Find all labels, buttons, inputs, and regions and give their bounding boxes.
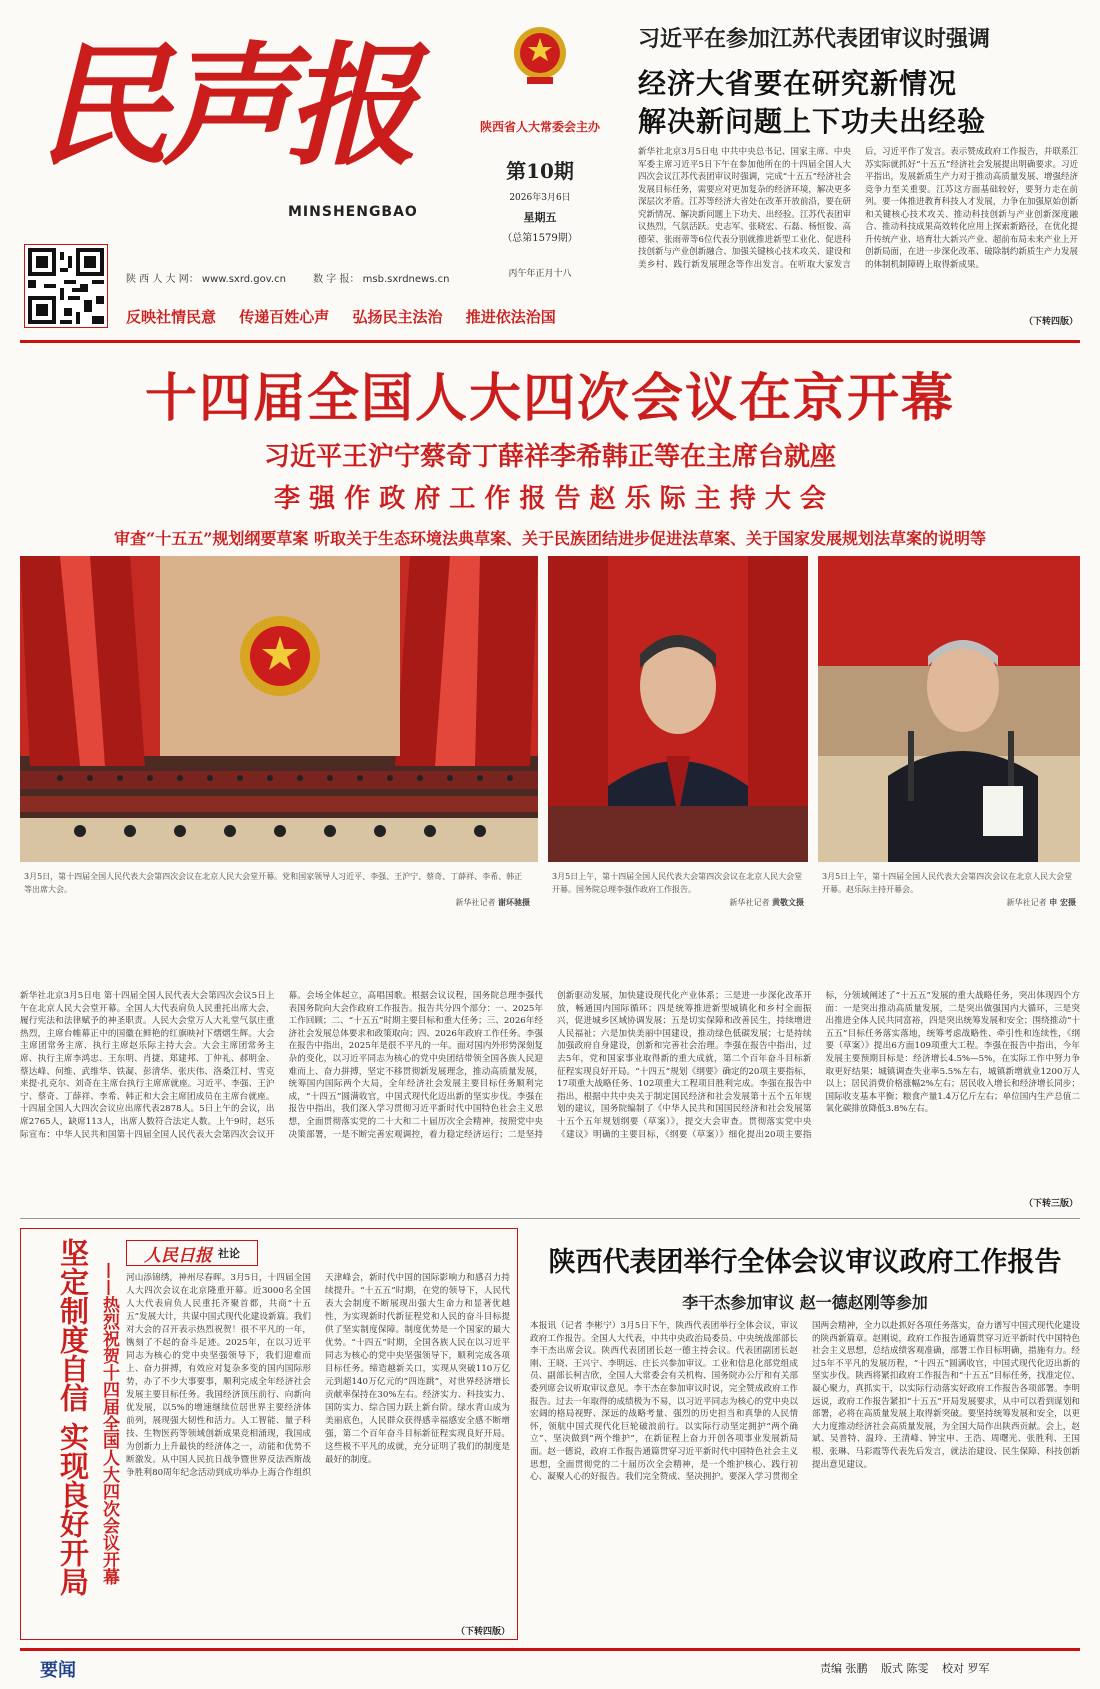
credit-label: 新华社记者 [1006,898,1047,907]
caption-text: 3月5日上午，第十四届全国人民代表大会第四次会议在北京人民大会堂开幕。赵乐际主持开幕会。 [822,872,1073,894]
issue-box [488,145,592,287]
shaanxi-body [530,1320,1080,1638]
footer-section: 要闻 [40,1660,76,1681]
masthead-rule [20,340,1080,343]
photo-caption-3 [822,870,1076,909]
section-rule [20,1218,1080,1219]
top-story-headline-2: 解决新问题上下功夫出经验 [638,105,987,138]
layout-name: 陈雯 [906,1662,929,1675]
credit-label: 新华社记者 [455,898,496,907]
top-story-headline-1: 经济大省要在研究新情况 [638,67,958,100]
footer-rule [20,1648,1080,1651]
site-label: 陕 西 人 大 网： [126,274,199,285]
footer-credits [820,1660,1080,1676]
qr-code [24,244,108,328]
masthead-pinyin: MINSHENGBAO [288,204,418,220]
national-emblem-icon [505,20,575,90]
site-url[interactable]: www.sxrd.gov.cn [201,274,286,285]
editorial-title-text: 坚定制度自信 实现良好开局 [56,1238,90,1597]
source-logo: 人民日报 [144,1245,212,1266]
issue-date: 2026年3月6日 [509,193,571,203]
editor-label: 责编 [820,1662,842,1675]
slogan: 推进依法治国 [465,308,556,326]
source-tag: 社论 [218,1247,240,1260]
issue-total: （总第1579期） [502,233,578,244]
credit-name: 申 宏摄 [1049,897,1076,907]
editorial-text: 河山添锦绣，神州尽春晖。3月5日，十四届全国人大四次会议在北京隆重开幕。近3000名全国人大代表肩负人民重托齐聚首都，共商“十五五”发展大计，共谋中国式现代化建设新篇。我们对大会的召开表示热烈祝贺！很不平凡的一年，镌刻了不起的奋斗足迹。2025年，在以习近平同志为核心的党中央坚强领导下，我们迎难而上、奋力拼搏，有效应对复杂多变的国内国际形势，办了不少大事要事，顺利完成全年经济社会发展主要目标任务。我国经济顶压前行、向新向优发展，以5%的增速继续位居世界主要经济体前列，展现强大韧性和活力。人工智能、量子科技、生物医药等领域创新成果竞相涌现，我国成为创新力上升最快的经济体之一，动能和优势不断激发。从中国人民抗日战争暨世界反法西斯战争胜利80周年纪念活动到成功举办上海合作组织天津峰会，新时代中国的国际影响力和感召力持续提升。“十五五”时期，在党的领导下，人民代表大会制度不断展现出强大生命力和显著优越性，为实现新时代新征程党和人民的奋斗目标提供了坚实制度保障。制度优势是一个国家的最大优势。“十四五”时期，全国各族人民在以习近平同志为核心的党中央坚强领导下，顺利完成各项目标任务。缔造越新关口，实现从突破110万亿元到超140万亿元的“四连跳”，对世界经济增长贡献率保持在30%左右。经济实力、科技实力、国防实力、综合国力跃上新台阶。绿水青山成为美丽底色，人民群众获得感幸福感安全感不断增强，第二个百年奋斗目标新征程实现良好开局。这些极不平凡的成就，充分证明了我们的制度是最好的制度。 [126,1273,510,1478]
top-story-continue: （下转四版） [1023,317,1078,327]
photo-caption-2 [552,870,804,909]
issue-weekday: 星期五 [523,211,557,224]
epaper-label: 数 字 报： [313,274,360,285]
credit-label: 新华社记者 [729,898,770,907]
issue-lunar: 丙午年正月十八 [508,269,572,279]
slogan: 弘扬民主法治 [352,308,443,326]
editorial-subtitle [80,1262,120,1632]
credit-name: 黄敬文摄 [772,897,804,907]
svg-text:民声报: 民声报 [38,32,410,172]
editorial-source [126,1240,258,1266]
site-line [126,270,496,285]
epaper-url[interactable]: msb.sxrdnews.cn [362,274,450,285]
main-subhead-2: 李 强 作 政 府 工 作 报 告 赵 乐 际 主 持 大 会 [274,484,826,514]
main-headline: 十四届全国人大四次会议在京开幕 [144,369,955,429]
editorial-body [126,1272,510,1622]
shaanxi-headline: 陕西代表团举行全体会议审议政府工作报告 [548,1247,1062,1278]
editorial-subtitle-text: ——热烈祝贺十四届全国人大四次会议开幕 [99,1262,119,1585]
photo-caption-1 [24,870,530,909]
top-story-text: 新华社北京3月5日电 中共中央总书记、国家主席、中央军委主席习近平5日下午在参加他所在的十四届全国人大四次会议江苏代表团审议时强调，完成“十五五”经济社会发展目标任务，需要应对更加复杂的经济环境，解决更多深层次矛盾。江苏等经济大省处在改革开放前沿，要在研究新情况、解决新问题上下功夫、出经验。江苏代表团审议热烈，气氛活跃。史志军、张晓宏、石磊、杨恒俊、高德荣、张雨蒂等6位代表分别就推进新型工业化、促进科技创新与产业创新融合、加强关键核心技术攻关、建设和美乡村、践行新发展理念等作出发言。在听取大家发言后，习近平作了发言。表示赞成政府工作报告，并联系江苏实际就抓好“十五五”经济社会发展提出明确要求。习近平指出，发展新质生产力对于推动高质量发展、增强经济竞争力至关重要。江苏这方面基础较好，要努力走在前列。要一体推进教育科技人才发展，力争在加强原始创新和关键核心技术攻关、推动科技创新与产业创新深度融合、推动科技成果高效转化应用上探索新路径，在优化提升传统产业、培育壮大新兴产业、超前布局未来产业上开创新局面，在进一步深化改革、破除制约新质生产力发展的体制机制障碍上取得新成果。 [638,147,1078,270]
shaanxi-subhead: 李干杰参加审议 赵一德赵刚等参加 [682,1293,928,1312]
top-story-kicker: 习近平在参加江苏代表团审议时强调 [638,27,991,52]
photo-zhao-leji [818,556,1080,862]
logo-calligraphy [28,32,448,172]
slogan: 反映社情民意 [126,308,217,326]
main-article-body [20,990,1080,1190]
proof-label: 校对 [942,1662,964,1675]
top-story-body [638,146,1078,314]
masthead-sponsor: 陕西省人大常委会主办 [479,120,600,134]
editor-name: 张鹏 [845,1662,868,1675]
main-deck: 审查“十五五”规划纲要草案 听取关于生态环境法典草案、关于民族团结进步促进法草案、关于国家发展规划法草案的说明等 [114,529,986,548]
shaanxi-text: 本报讯（记者 李彬宁）3月5日下午，陕西代表团举行全体会议，审议政府工作报告。全国人大代表，中共中央政治局委员、中央统战部部长李干杰出席会议。陕西代表团团长赵一德主持会议。代表团副团长赵刚、王晓、王兴宁、李明远、庄长兴参加审议。工业和信息化部党组成员、副部长柯吉欣，全国人大常委会有关机构、国务院办公厅和有关部委列席会议听取审议意见。李干杰在参加审议时说，完全赞成政府工作报告。过去一年取得的成绩极为不易，以习近平同志为核心的党中央以宏阔的格局视野、深远的战略考量、强烈的历史担当和真挚的人民情怀，领航中国式现代化巨轮破浪前行。以实际行动坚定拥护“两个确立”、坚决做到“两个维护”，在新征程上奋力开创各项事业发展新局面。赵一德说，政府工作报告通篇贯穿习近平新时代中国特色社会主义思想，全面贯彻党的二十届历次全会精神，是一个维护核心、践行初心、凝聚人心的好报告。我们完全赞成、坚决拥护。要深入学习贯彻全国两会精神，全力以赴抓好各项任务落实，奋力谱写中国式现代化建设的陕西新篇章。赵刚说，政府工作报告通篇贯穿习近平新时代中国特色社会主义思想，总结成绩客观准确，部署工作目标明确，措施有力。经过5年不平凡的发展历程，“十四五”圆满收官，中国式现代化迈出新的坚实步伐。陕西将紧扣政府工作报告和“十五五”目标任务，找准定位、凝心聚力，真抓实干，以实际行动落实好政府工作报告各项部署。李明远说，政府工作报告紧扣“十五五”开局发展要求，从中可以看到谋划和部署，必将在高质量发展上取得新突破。要坚持统筹发展和安全，以更大力度推动经济社会高质量发展，为全国大局作出陕西贡献。会上，赵斌、吴普特、温玲、王清峰、钟宝申、王浩、周曙光、张胜利、王国根、张琳、马彩霞等代表先后发言，就法治建设、民生保障、科技创新提出意见建议。 [530,1321,1080,1483]
credit-line [24,896,530,909]
caption-text: 3月5日上午，第十四届全国人民代表大会第四次会议在北京人民大会堂开幕。国务院总理李强作政府工作报告。 [552,872,803,894]
editorial-continue: （下转四版） [455,1627,510,1637]
caption-text: 3月5日，第十四届全国人民代表大会第四次会议在北京人民大会堂开幕。党和国家领导人习近平、李强、王沪宁、蔡奇、丁薛祥、李希、韩正等出席大会。 [24,872,523,894]
photo-great-hall [20,556,538,862]
credit-line [822,896,1076,909]
proof-name: 罗军 [967,1662,990,1675]
credit-name: 谢环驰摄 [498,897,530,907]
slogan-bar [126,306,626,327]
layout-label: 版式 [881,1662,903,1675]
issue-number: 第10期 [506,159,574,183]
main-article-text: 新华社北京3月5日电 第十四届全国人民代表大会第四次会议5日上午在北京人民大会堂开幕。全国人大代表肩负人民重托出席大会，履行宪法和法律赋予的神圣职责。人民大会堂万人大礼堂气氛庄重热烈，主席台帷幕正中的国徽在鲜艳的红旗映衬下熠熠生辉。大会主席团常务主席、执行主席赵乐际主持大会。大会主席团常务主席、执行主席李鸿忠、王东明、肖捷、郑建邦、丁仲礼、郝明金、蔡达峰、何维、武维华、铁凝、彭清华、张庆伟、洛桑江村、雪克来提·扎克尔、刘奇在主席台执行主席席就座。习近平、李强、王沪宁、蔡奇、丁薛祥、李希、韩正和大会主席团成员在主席台就座。十四届全国人大四次会议应出席代表2878人。5日上午的会议，出席2765人，缺席113人，出席人数符合法定人数。上午9时，赵乐际宣布：中华人民共和国第十四届全国人民代表大会第四次会议开幕。会场全体起立，高唱国歌。根据会议议程，国务院总理李强代表国务院向大会作政府工作报告。报告共分四个部分：一、2025年工作回顾；二、“十五五”时期主要目标和重大任务；三、2026年经济社会发展总体要求和政策取向；四、2026年政府工作任务。李强在报告中指出，2025年是很不平凡的一年。面对国内外形势深刻复杂的变化，以习近平同志为核心的党中央团结带领全国各族人民迎难而上、奋力拼搏，坚定不移贯彻新发展理念，推动高质量发展，统筹国内国际两个大局，全年经济社会发展主要目标任务顺利完成，“十四五”圆满收官，中国式现代化迈出新的坚实步伐。李强在报告中指出，我们深入学习贯彻习近平新时代中国特色社会主义思想，全面贯彻落实党的二十大和二十届历次全会精神，按照党中央决策部署，一是不断完善宏观调控，着力稳定经济运行；二是坚持创新驱动发展，加快建设现代化产业体系；三是进一步深化改革开放，畅通国内国际循环；四是统筹推进新型城镇化和乡村全面振兴，促进城乡区域协调发展；五是切实保障和改善民生，持续增进人民福祉；六是加快美丽中国建设，推动绿色低碳发展；七是持续加强政府自身建设，创新和完善社会治理。李强在报告中指出，过去5年，党和国家事业取得新的重大成就，第二个百年奋斗目标新征程实现良好开局。“十四五”规划《纲要》确定的20项主要指标，17项重大战略任务、102项重大工程项目胜利完成。李强在报告中指出，根据中共中央关于制定国民经济和社会发展第十五个五年规划的建议，国务院编制了《中华人民共和国国民经济和社会发展第十五个五年规划纲要（草案）》，提交大会审查。贯彻落实党中央《建议》明确的主要目标，《纲要（草案）》细化提出20项主要指标，分领域阐述了“十五五”发展的重大战略任务，突出体现四个方面：一是突出推动高质量发展，二是突出做强国内大循环，三是突出推进全体人民共同富裕，四是突出统筹发展和安全；围绕推动“十五五”目标任务落实落地，统筹考虑战略性、牵引性和连续性，《纲要（草案）》提出6方面109项重大工程。李强在报告中指出，今年发展主要预期目标是：经济增长4.5%—5%，在实际工作中努力争取更好结果；城镇调查失业率5.5%左右，城镇新增就业1200万人以上；居民消费价格涨幅2%左右；居民收入增长和经济增长同步；国际收支基本平衡；粮食产量1.4万亿斤左右；单位国内生产总值二氧化碳排放降低3.8%左右。 [20,991,1080,1140]
slogan: 传递百姓心声 [239,308,330,326]
main-subhead-1: 习近平王沪宁蔡奇丁薛祥李希韩正等在主席台就座 [263,442,836,472]
main-continue: （下转三版） [1023,1199,1078,1209]
photo-li-qiang [548,556,808,862]
masthead-logo [28,32,448,172]
credit-line [552,896,804,909]
